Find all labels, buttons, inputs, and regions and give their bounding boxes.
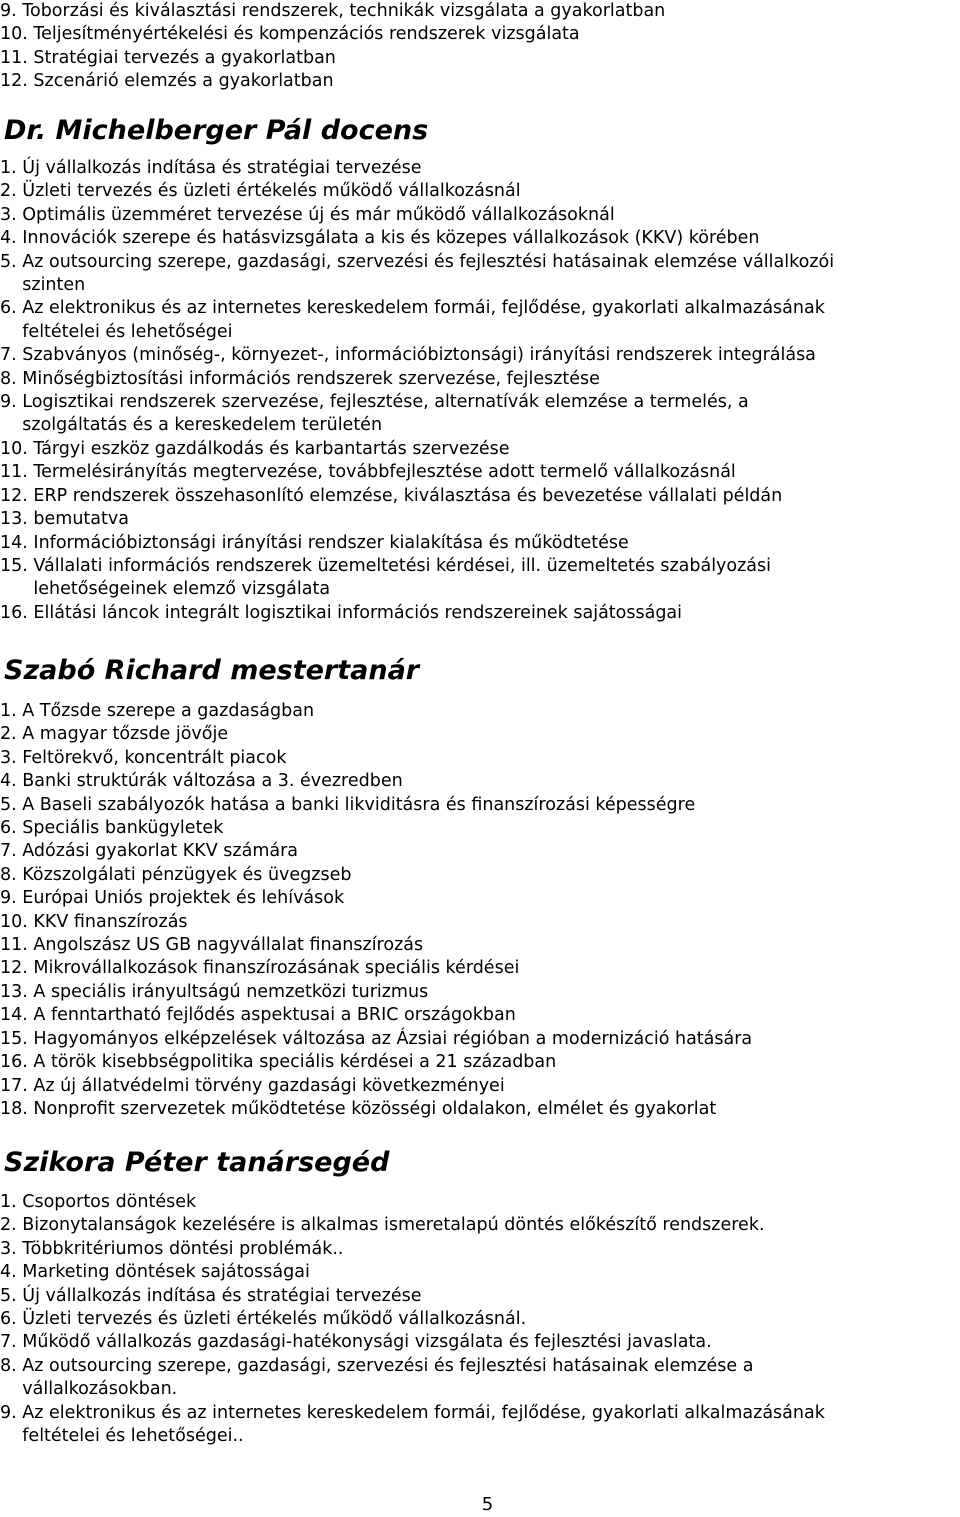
item-number: 7.	[0, 1332, 23, 1353]
list-item	[0, 1191, 960, 1214]
item-text: Logisztikai rendszerek szervezése, fejlesztése, alternatívák elemzése a termelés, a szolgáltatás és a kereskedelem területén	[22, 392, 749, 436]
topic-list-michelberger	[0, 157, 960, 625]
item-text: A török kisebbségpolitika speciális kérdései a 21 században	[33, 1052, 557, 1073]
item-text: Üzleti tervezés és üzleti értékelés működő vállalkozásnál.	[22, 1309, 527, 1330]
item-number: 11.	[0, 462, 34, 483]
list-item	[0, 532, 960, 555]
item-text: Toborzási és kiválasztási rendszerek, technikák vizsgálata a gyakorlatban	[22, 1, 666, 21]
item-number: 3.	[0, 747, 23, 768]
list-item	[0, 1238, 960, 1261]
list-item	[0, 1402, 960, 1449]
list-item	[0, 438, 960, 461]
item-number: 18.	[0, 1098, 34, 1119]
list-item	[0, 1214, 960, 1237]
list-item	[0, 157, 960, 180]
item-text: Az elektronikus és az internetes kereskedelem formái, fejlődése, gyakorlati alkalmazásának feltételei és lehetőségei..	[22, 1402, 825, 1447]
item-text: Az elektronikus és az internetes kereskedelem formái, fejlődése, gyakorlati alkalmazásának feltételei és lehetőségei	[22, 298, 825, 342]
list-item	[0, 934, 960, 957]
item-text: Mikrovállalkozások finanszírozásának speciális kérdései	[33, 958, 520, 979]
item-text: Banki struktúrák változása a 3. évezredben	[22, 771, 403, 792]
item-number: 9.	[0, 1402, 23, 1423]
list-item	[0, 1004, 960, 1027]
item-number: 4.	[0, 228, 23, 249]
item-text: Csoportos döntések	[22, 1192, 197, 1212]
item-text: KKV finanszírozás	[33, 911, 188, 932]
item-number: 9.	[0, 392, 23, 413]
list-item	[0, 297, 960, 344]
item-number: 16.	[0, 602, 34, 623]
item-number: 15.	[0, 1028, 34, 1049]
item-text: A speciális irányultságú nemzetközi turizmus	[33, 981, 429, 1002]
item-number: 17.	[0, 1075, 34, 1096]
item-text: bemutatva	[33, 509, 129, 530]
list-item	[0, 555, 960, 602]
list-item	[0, 840, 960, 863]
list-item	[0, 1308, 960, 1331]
item-number: 10.	[0, 24, 34, 45]
list-item	[0, 1285, 960, 1308]
intro-topic-list	[0, 0, 960, 94]
item-number: 16.	[0, 1052, 34, 1073]
list-item	[0, 1261, 960, 1284]
section-heading-szikora: Szikora Péter tanársegéd	[4, 1147, 390, 1178]
list-item	[0, 700, 960, 723]
item-number: 3.	[0, 204, 23, 225]
item-text: Stratégiai tervezés a gyakorlatban	[33, 47, 336, 68]
list-item	[0, 911, 960, 934]
item-text: Közszolgálati pénzügyek és üvegzseb	[22, 864, 352, 885]
item-number: 1.	[0, 1192, 23, 1212]
item-number: 9.	[0, 888, 23, 909]
item-text: A Baseli szabályozók hatása a banki likviditásra és finanszírozási képességre	[22, 794, 696, 815]
list-item	[0, 747, 960, 770]
list-item	[0, 794, 960, 817]
item-number: 11.	[0, 935, 34, 956]
topic-list-szikora	[0, 1191, 960, 1448]
item-text: Nonprofit szervezetek működtetése közösségi oldalakon, elmélet és gyakorlat	[33, 1098, 717, 1119]
item-number: 5.	[0, 794, 23, 815]
list-item	[0, 23, 960, 46]
list-item	[0, 1028, 960, 1051]
item-text: Működő vállalkozás gazdasági-hatékonysági vizsgálata és fejlesztési javaslata.	[22, 1332, 712, 1353]
item-text: Termelésirányítás megtervezése, továbbfejlesztése adott termelő vállalkozásnál	[33, 462, 736, 483]
list-item	[0, 1098, 960, 1121]
list-item	[0, 461, 960, 484]
item-number: 15.	[0, 555, 34, 576]
item-text: Európai Uniós projektek és lehívások	[22, 888, 345, 909]
item-text: A Tőzsde szerepe a gazdaságban	[22, 701, 315, 721]
item-text: Bizonytalanságok kezelésére is alkalmas ismeretalapú döntés előkészítő rendszerek.	[22, 1215, 765, 1236]
item-number: 12.	[0, 71, 34, 92]
list-item	[0, 1051, 960, 1074]
list-item	[0, 344, 960, 367]
item-number: 7.	[0, 345, 23, 366]
list-item	[0, 180, 960, 203]
item-text: Ellátási láncok integrált logisztikai információs rendszereinek sajátosságai	[33, 602, 683, 623]
list-item	[0, 957, 960, 980]
item-text: A fenntartható fejlődés aspektusai a BRIC országokban	[33, 1005, 516, 1026]
item-text: Minőségbiztosítási információs rendszerek szervezése, fejlesztése	[22, 368, 600, 389]
item-number: 1.	[0, 701, 23, 721]
item-number: 3.	[0, 1238, 23, 1259]
list-item	[0, 1331, 960, 1354]
item-number: 10.	[0, 911, 34, 932]
item-number: 13.	[0, 509, 34, 530]
item-text: Szcenárió elemzés a gyakorlatban	[33, 71, 334, 92]
item-number: 7.	[0, 841, 23, 862]
item-number: 8.	[0, 1355, 23, 1376]
item-number: 2.	[0, 724, 23, 745]
section-heading-szabo: Szabó Richard mestertanár	[4, 655, 420, 686]
item-number: 14.	[0, 532, 34, 553]
list-item	[0, 391, 960, 438]
item-text: Információbiztonsági irányítási rendszer kialakítása és működtetése	[33, 532, 629, 553]
item-text: Új vállalkozás indítása és stratégiai tervezése	[22, 158, 422, 178]
item-text: Új vállalkozás indítása és stratégiai tervezése	[22, 1285, 422, 1306]
item-number: 6.	[0, 818, 23, 839]
list-item	[0, 981, 960, 1004]
list-item	[0, 602, 960, 625]
item-number: 13.	[0, 981, 34, 1002]
item-number: 8.	[0, 864, 23, 885]
list-item	[0, 508, 960, 531]
item-number: 9.	[0, 1, 23, 21]
item-number: 2.	[0, 181, 23, 202]
item-text: Optimális üzemméret tervezése új és már működő vállalkozásoknál	[22, 204, 615, 225]
list-item	[0, 47, 960, 70]
item-text: Speciális bankügyletek	[22, 818, 224, 839]
item-number: 2.	[0, 1215, 23, 1236]
item-number: 6.	[0, 1309, 23, 1330]
item-text: Hagyományos elképzelések változása az Ázsiai régióban a modernizáció hatására	[33, 1028, 753, 1049]
item-text: Feltörekvő, koncentrált piacok	[22, 747, 287, 768]
item-number: 4.	[0, 771, 23, 792]
item-text: Üzleti tervezés és üzleti értékelés működő vállalkozásnál	[22, 181, 521, 202]
list-item	[0, 204, 960, 227]
item-text: Az outsourcing szerepe, gazdasági, szervezési és fejlesztési hatásainak elemzése a vállalkozásokban.	[22, 1355, 754, 1400]
item-number: 8.	[0, 368, 23, 389]
item-text: Az outsourcing szerepe, gazdasági, szervezési és fejlesztési hatásainak elemzése vállalkozói szinten	[22, 251, 835, 296]
page-number: 5	[481, 1494, 494, 1515]
list-item	[0, 770, 960, 793]
item-text: Többkritériumos döntési problémák..	[22, 1238, 344, 1259]
item-number: 4.	[0, 1262, 23, 1283]
item-text: Innovációk szerepe és hatásvizsgálata a kis és közepes vállalkozások (KKV) körében	[22, 228, 760, 249]
item-number: 5.	[0, 1285, 23, 1306]
item-text: ERP rendszerek összehasonlító elemzése, kiválasztása és bevezetése vállalati példán	[33, 485, 783, 506]
list-item	[0, 0, 960, 23]
item-text: Az új állatvédelmi törvény gazdasági következményei	[33, 1075, 505, 1096]
list-item	[0, 864, 960, 887]
item-number: 10.	[0, 438, 34, 459]
list-item	[0, 723, 960, 746]
list-item	[0, 70, 960, 93]
item-text: Teljesítményértékelési és kompenzációs rendszerek vizsgálata	[33, 24, 580, 45]
item-number: 6.	[0, 298, 23, 319]
item-number: 11.	[0, 47, 34, 68]
list-item	[0, 227, 960, 250]
section-heading-michelberger: Dr. Michelberger Pál docens	[4, 115, 429, 146]
list-item	[0, 1075, 960, 1098]
list-item	[0, 251, 960, 298]
item-number: 14.	[0, 1005, 34, 1026]
list-item	[0, 817, 960, 840]
item-text: Angolszász US GB nagyvállalat finanszírozás	[33, 935, 424, 956]
item-number: 12.	[0, 485, 34, 506]
item-text: Vállalati információs rendszerek üzemeltetési kérdései, ill. üzemeltetés szabályozási lehetőségeinek elemző vizsgálata	[33, 555, 772, 600]
item-number: 12.	[0, 958, 34, 979]
topic-list-szabo	[0, 700, 960, 1121]
item-text: A magyar tőzsde jövője	[22, 724, 229, 745]
list-item	[0, 887, 960, 910]
list-item	[0, 368, 960, 391]
item-text: Marketing döntések sajátosságai	[22, 1262, 310, 1283]
item-number: 5.	[0, 251, 23, 272]
item-text: Szabványos (minőség-, környezet-, információbiztonsági) irányítási rendszerek integrálása	[22, 345, 816, 366]
list-item	[0, 1355, 960, 1402]
item-text: Adózási gyakorlat KKV számára	[22, 841, 299, 862]
item-number: 1.	[0, 158, 23, 178]
list-item	[0, 485, 960, 508]
item-text: Tárgyi eszköz gazdálkodás és karbantartás szervezése	[33, 438, 510, 459]
